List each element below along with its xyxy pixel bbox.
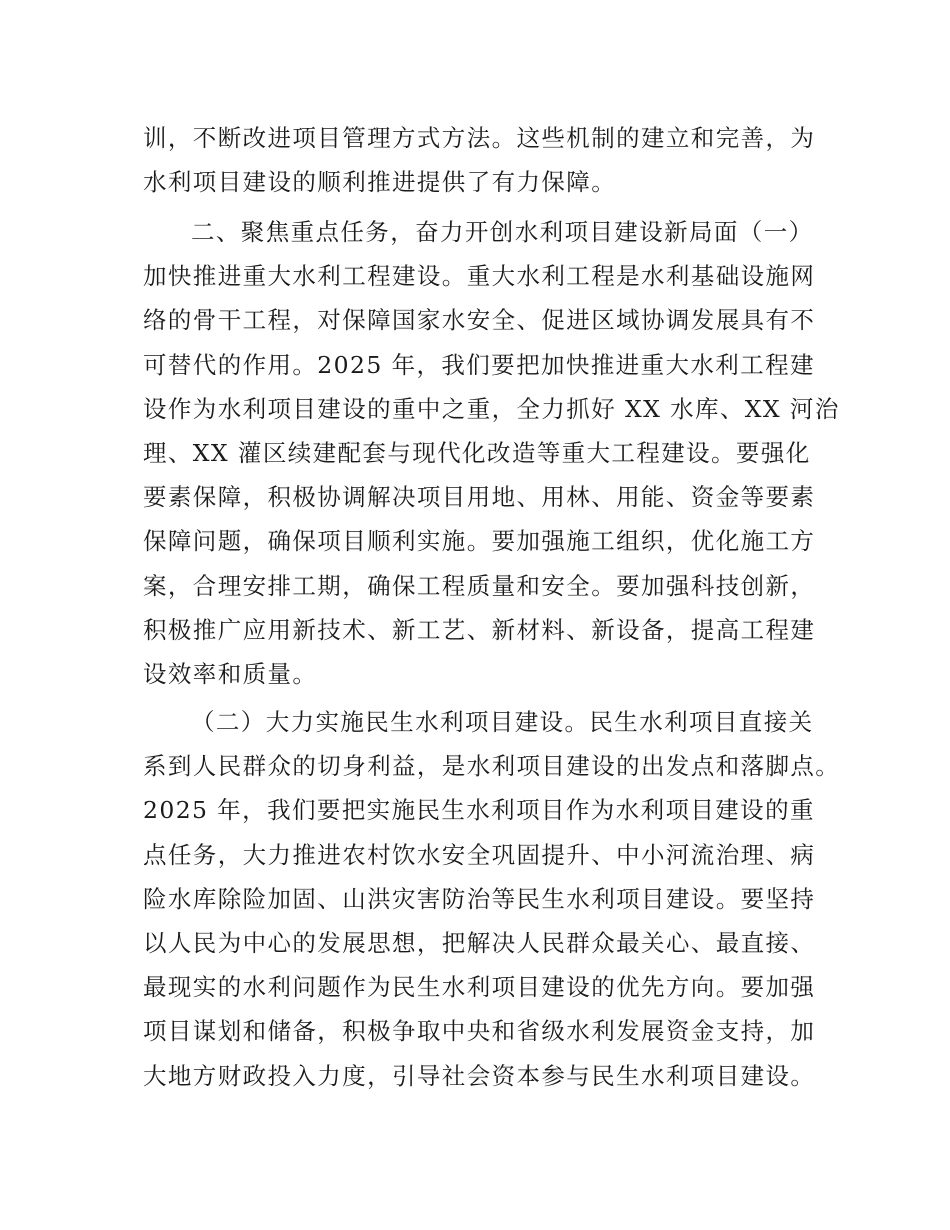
- paragraph-2-line-6: 理、XX 灌区续建配套与现代化改造等重大工程建设。要强化: [143, 438, 811, 467]
- paragraph-3-line-9: 大地方财政投入力度，引导社会资本参与民生水利项目建设。: [143, 1061, 816, 1090]
- paragraph-2: [143, 210, 840, 696]
- paragraph-1: [143, 116, 816, 204]
- paragraph-2-line-11: 设效率和质量。: [143, 659, 318, 688]
- paragraph-2-line-1: 二、聚焦重点任务，奋力开创水利项目建设新局面（一）: [191, 218, 814, 246]
- paragraph-2-line-2: 加快推进重大水利工程建设。重大水利工程是水利基础设施网: [143, 262, 816, 291]
- paragraph-3-line-2: 系到人民群众的切身利益，是水利项目建设的出发点和落脚点。: [143, 752, 841, 781]
- paragraph-3-line-8: 项目谋划和储备，积极争取中央和省级水利发展资金支持，加: [143, 1017, 816, 1046]
- paragraph-3-line-4: 点任务，大力推进农村饮水安全巩固提升、中小河流治理、病: [143, 840, 816, 869]
- paragraph-2-line-4: 可替代的作用。2025 年，我们要把加快推进重大水利工程建: [143, 350, 815, 379]
- paragraph-2-line-9: 案，合理安排工期，确保工程质量和安全。要加强科技创新，: [143, 571, 816, 600]
- paragraph-3-line-5: 险水库除险加固、山洪灾害防治等民生水利项目建设。要坚持: [143, 884, 816, 913]
- paragraph-2-line-10: 积极推广应用新技术、新工艺、新材料、新设备，提高工程建: [143, 615, 816, 644]
- paragraph-2-line-7: 要素保障，积极协调解决项目用地、用林、用能、资金等要素: [143, 483, 816, 512]
- paragraph-3: [143, 700, 841, 1098]
- paragraph-2-line-5: 设作为水利项目建设的重中之重，全力抓好 XX 水库、XX 河治: [143, 394, 840, 423]
- paragraph-3-line-6: 以人民为中心的发展思想，把解决人民群众最关心、最直接、: [143, 928, 816, 957]
- paragraph-1-line-1: 训，不断改进项目管理方式方法。这些机制的建立和完善，为: [143, 124, 816, 152]
- paragraph-1-line-2: 水利项目建设的顺利推进提供了有力保障。: [143, 168, 617, 197]
- paragraph-2-line-3: 络的骨干工程，对保障国家水安全、促进区域协调发展具有不: [143, 306, 816, 335]
- paragraph-3-line-1: （二）大力实施民生水利项目建设。民生水利项目直接关: [191, 708, 814, 736]
- paragraph-3-line-3: 2025 年，我们要把实施民生水利项目作为水利项目建设的重: [143, 796, 815, 825]
- paragraph-2-line-8: 保障问题，确保项目顺利实施。要加强施工组织，优化施工方: [143, 527, 816, 556]
- paragraph-3-line-7: 最现实的水利问题作为民生水利项目建设的优先方向。要加强: [143, 973, 816, 1002]
